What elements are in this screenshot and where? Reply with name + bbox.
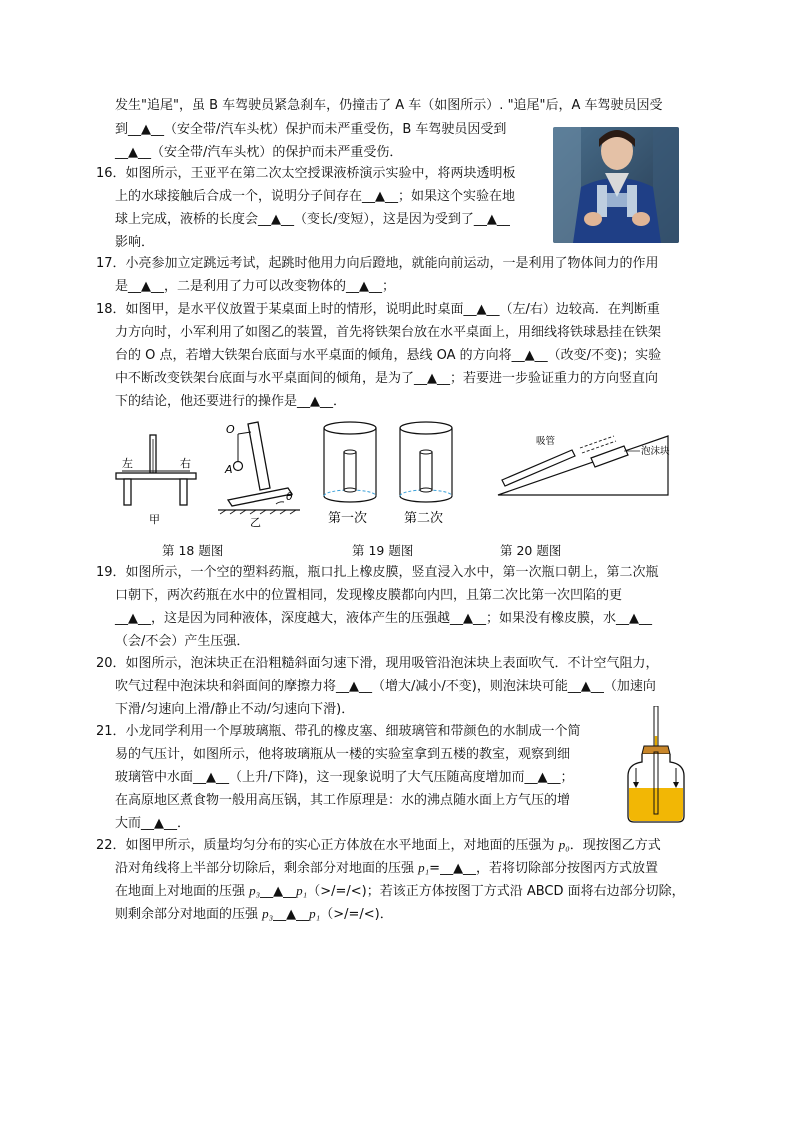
q18-line-1: 18．如图甲，是水平仪放置于某桌面上时的情形，说明此时桌面__▲__（左/右）边较高．在判断重	[96, 302, 660, 317]
q19-line-3: __▲__，这是因为同种液体，深度越大，液体产生的压强越__▲__；如果没有橡皮膜，水__▲__	[115, 611, 652, 626]
symbol-p3: p₃	[249, 883, 261, 898]
label-left: 左	[122, 457, 133, 470]
q18-line-3: 台的 O 点，若增大铁架台底面与水平桌面的倾角，悬线 OA 的方向将__▲__（改变/不变)；实验	[115, 348, 662, 363]
q15-line-2: 到__▲__（安全带/汽车头枕）保护而未严重受伤，B 车驾驶员因受到	[115, 122, 507, 137]
q22-line-4	[115, 904, 393, 925]
q16-line-3: 球上完成，液桥的长度会__▲__（变长/变短），这是因为受到了__▲__	[115, 212, 510, 227]
symbol-p0: p₀	[558, 837, 570, 852]
q21-line-3: 玻璃管中水面__▲__（上升/下降)，这一现象说明了大气压随高度增加而__▲__；	[115, 770, 574, 785]
q16-line-2: 上的水球接触后合成一个，说明分子间存在__▲__；如果这个实验在地	[115, 189, 515, 204]
q22-text-4a: 则剩余部分对地面的压强	[115, 907, 263, 922]
q22-line-2	[115, 858, 658, 879]
caption-fig19: 第 19 题图	[352, 543, 414, 558]
q19-line-2: 口朝下，两次药瓶在水中的位置相同，发现橡皮膜都向内凹，且第二次比第一次凹陷的更	[115, 588, 623, 603]
q18-line-4: 中不断改变铁架台底面与水平桌面间的倾角，是为了__▲__；若要进一步验证重力的方向竖直向	[115, 371, 658, 386]
q21-line-4: 在高原地区煮食物一般用高压锅，其工作原理是：水的沸点随水面上方气压的增	[115, 793, 571, 808]
label-yi: 乙	[250, 516, 261, 528]
caption-fig20: 第 20 题图	[500, 543, 562, 558]
q19-line-4: （会/不会）产生压强．	[115, 634, 250, 649]
label-second: 第二次	[404, 511, 444, 526]
q22-text-1a: 22．如图甲所示，质量均匀分布的实心正方体放在水平地面上，对地面的压强为	[96, 838, 559, 853]
q22-text-1b: ．现按图乙方式	[569, 838, 661, 853]
q17-line-2: 是__▲__，二是利用了力可以改变物体的__▲__；	[115, 279, 395, 294]
label-A: A	[225, 463, 233, 476]
q18-line-5: 下的结论，他还要进行的操作是__▲__．	[115, 394, 346, 409]
q21-line-1: 21．小龙同学利用一个厚玻璃瓶、带孔的橡皮塞、细玻璃管和带颜色的水制成一个简	[96, 724, 581, 739]
answer-blank: __▲__	[273, 907, 310, 922]
q19-line-1: 19．如图所示，一个空的塑料药瓶，瓶口扎上橡皮膜，竖直浸入水中，第一次瓶口朝上，第二次瓶	[96, 565, 659, 580]
figure-18-yi	[218, 418, 308, 528]
caption-fig18: 第 18 题图	[162, 543, 224, 558]
q17-line-1: 17．小亮参加立定跳远考试，起跳时他用力向后蹬地，就能向前运动，一是利用了物体间力的作用	[96, 256, 659, 271]
symbol-p1: p₁	[296, 883, 308, 898]
label-jia: 甲	[149, 513, 160, 525]
q22-line-3	[115, 881, 685, 902]
q22-text-2b: =__▲__，若将切除部分按图丙方式放置	[429, 861, 659, 876]
q22-text-4b: （>/=/<)．	[320, 907, 393, 922]
figure-18-jia	[112, 425, 202, 525]
q22-line-1	[96, 835, 661, 856]
q22-text-2a: 沿对角线将上半部分切除后，剩余部分对地面的压强	[115, 861, 419, 876]
q20-line-1: 20．如图所示，泡沫块正在沿粗糙斜面匀速下滑，现用吸管沿泡沫块上表面吹气．不计空气阻力，	[96, 656, 659, 671]
q15-line-1: 发生"追尾"，虽 B 车驾驶员紧急刹车，仍撞击了 A 车（如图所示）. "追尾"后，A 车驾驶员因受	[115, 98, 663, 113]
symbol-p1: p₁	[418, 860, 430, 875]
liquid-bridge-photo	[553, 127, 679, 243]
q15-line-3: __▲__（安全带/汽车头枕）的保护而未严重受伤．	[115, 145, 403, 160]
q20-line-2: 吹气过程中泡沫块和斜面间的摩擦力将__▲__（增大/减小/不变)，则泡沫块可能__▲__（加速向	[115, 679, 656, 694]
q20-line-3: 下滑/匀速向上滑/静止不动/匀速向下滑)．	[115, 702, 355, 717]
label-foam: 泡沫块	[641, 446, 670, 457]
q18-line-2: 力方向时，小军利用了如图乙的装置，首先将铁架台放在水平桌面上，用细线将铁球悬挂在铁架	[115, 325, 662, 340]
q21-line-2: 易的气压计，如图所示，他将玻璃瓶从一楼的实验室拿到五楼的教室，观察到细	[115, 747, 571, 762]
q21-line-5: 大而__▲__．	[115, 816, 190, 831]
q16-line-4: 影响．	[115, 235, 155, 250]
label-O: O	[226, 423, 235, 436]
label-straw: 吸管	[536, 436, 556, 447]
label-first: 第一次	[328, 511, 368, 526]
q22-text-3b: （>/=/<)；若该正方体按图丁方式沿 ABCD 面将右边部分切除，	[307, 884, 685, 899]
q22-text-3a: 在地面上对地面的压强	[115, 884, 250, 899]
symbol-p1: p₁	[309, 906, 321, 921]
figure-19	[320, 418, 460, 530]
label-theta: θ	[286, 490, 293, 503]
q16-line-1: 16．如图所示，王亚平在第二次太空授课液桥演示实验中，将两块透明板	[96, 166, 516, 181]
label-right: 右	[180, 457, 191, 470]
answer-blank: __▲__	[260, 884, 297, 899]
symbol-p3: p₃	[262, 906, 274, 921]
figure-21-barometer	[622, 706, 692, 824]
figure-20	[496, 432, 696, 502]
